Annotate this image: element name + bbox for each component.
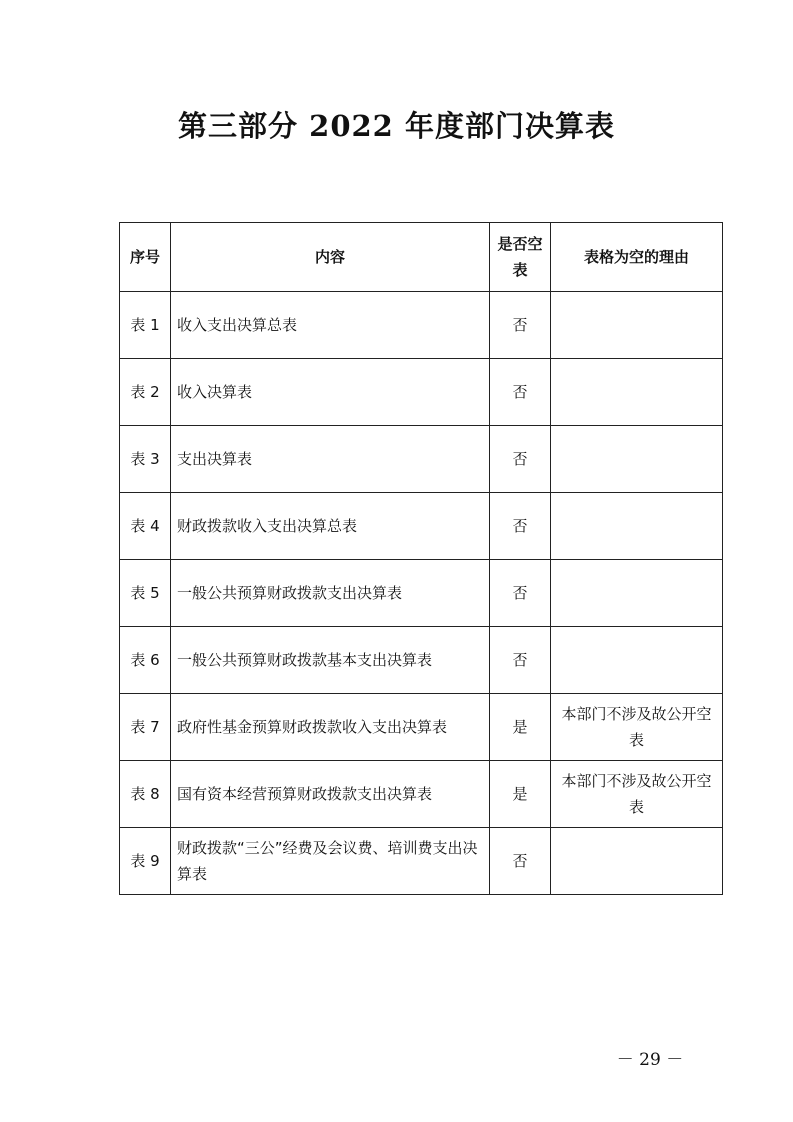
row-reason — [551, 560, 723, 627]
row-no: 表 7 — [120, 694, 171, 761]
table-row — [120, 560, 723, 627]
row-no: 表 1 — [120, 292, 171, 359]
row-reason: 本部门不涉及故公开空表 — [551, 694, 723, 761]
row-is-empty: 否 — [490, 493, 551, 560]
table-row — [120, 694, 723, 761]
row-reason — [551, 359, 723, 426]
row-no: 表 4 — [120, 493, 171, 560]
row-content: 财政拨款收入支出决算总表 — [171, 493, 490, 560]
table-row — [120, 292, 723, 359]
row-is-empty: 是 — [490, 694, 551, 761]
page-title: 第三部分 2022 年度部门决算表 — [178, 109, 615, 143]
row-no: 表 5 — [120, 560, 171, 627]
row-no: 表 8 — [120, 761, 171, 828]
row-reason — [551, 493, 723, 560]
row-content: 收入决算表 — [171, 359, 490, 426]
row-content: 支出决算表 — [171, 426, 490, 493]
header-no: 序号 — [120, 223, 171, 292]
row-reason — [551, 426, 723, 493]
table-row — [120, 627, 723, 694]
row-reason — [551, 292, 723, 359]
row-content: 政府性基金预算财政拨款收入支出决算表 — [171, 694, 490, 761]
row-is-empty: 是 — [490, 761, 551, 828]
row-no: 表 2 — [120, 359, 171, 426]
table-row — [120, 761, 723, 828]
row-reason — [551, 828, 723, 895]
row-content: 国有资本经营预算财政拨款支出决算表 — [171, 761, 490, 828]
header-is-empty: 是否空表 — [490, 223, 551, 292]
row-is-empty: 否 — [490, 627, 551, 694]
row-is-empty: 否 — [490, 292, 551, 359]
header-content: 内容 — [171, 223, 490, 292]
page-number: － 29 － — [616, 1050, 684, 1070]
row-content: 收入支出决算总表 — [171, 292, 490, 359]
row-is-empty: 否 — [490, 359, 551, 426]
table-header-row — [120, 223, 723, 292]
row-is-empty: 否 — [490, 426, 551, 493]
table-row — [120, 359, 723, 426]
table-row — [120, 426, 723, 493]
row-content: 一般公共预算财政拨款基本支出决算表 — [171, 627, 490, 694]
row-reason: 本部门不涉及故公开空表 — [551, 761, 723, 828]
row-content: 一般公共预算财政拨款支出决算表 — [171, 560, 490, 627]
row-no: 表 6 — [120, 627, 171, 694]
row-is-empty: 否 — [490, 560, 551, 627]
header-reason: 表格为空的理由 — [551, 223, 723, 292]
table-row — [120, 493, 723, 560]
row-reason — [551, 627, 723, 694]
row-no: 表 9 — [120, 828, 171, 895]
row-content: 财政拨款“三公”经费及会议费、培训费支出决算表 — [171, 828, 490, 895]
table-row — [120, 828, 723, 895]
row-is-empty: 否 — [490, 828, 551, 895]
row-no: 表 3 — [120, 426, 171, 493]
final-accounts-table — [119, 222, 723, 895]
